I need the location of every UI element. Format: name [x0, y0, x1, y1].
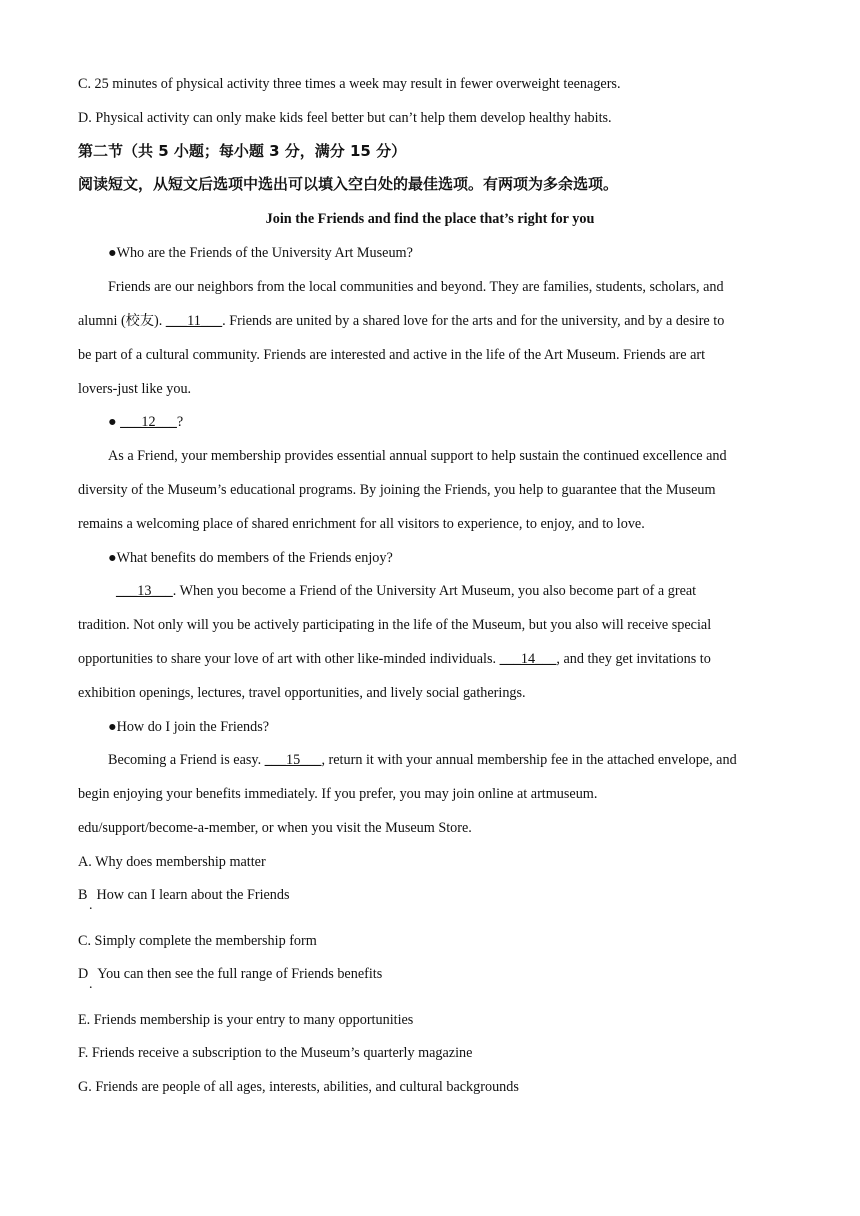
paragraph-4-line-2: begin enjoying your benefits immediately. If you prefer, you may join online at artmuseum. [78, 786, 598, 802]
prev-option-c: C. 25 minutes of physical activity three times a week may result in fewer overweight teenagers. [78, 76, 621, 92]
paragraph-4-line-1 [108, 751, 737, 769]
option-g: G. Friends are people of all ages, interests, abilities, and cultural backgrounds [78, 1079, 519, 1095]
question-heading-4: ●How do I join the Friends? [108, 719, 270, 735]
option-a: A. Why does membership matter [78, 854, 266, 870]
option-text: You can then see the full range of Friends benefits [97, 966, 383, 982]
blank-13: ___13___ [116, 583, 173, 599]
paragraph-3-line-2: tradition. Not only will you be actively participating in the life of the Museum, but you also will receive special [78, 617, 712, 633]
text-segment: , and they get invitations to [556, 651, 711, 667]
option-letter: D [78, 966, 89, 982]
blank-14: ___14___ [499, 651, 557, 667]
section-instruction: 阅读短文，从短文后选项中选出可以填入空白处的最佳选项。有两项为多余选项。 [78, 175, 619, 193]
blank-12: ___12___ [120, 414, 177, 430]
text-segment: alumni (校友). [78, 313, 166, 329]
blank-11: ___11___ [165, 313, 223, 329]
option-f: F. Friends receive a subscription to the Museum’s quarterly magazine [78, 1045, 473, 1061]
paragraph-2-line-2: diversity of the Museum’s educational programs. By joining the Friends, you help to guarantee that the Museum [78, 482, 716, 498]
blank-15: ___15___ [264, 752, 322, 768]
text-segment: opportunities to share your love of art with other like-minded individuals. [78, 651, 500, 667]
paragraph-2-line-1: As a Friend, your membership provides essential annual support to help sustain the continued excellence and [108, 448, 727, 464]
text-segment: . When you become a Friend of the University Art Museum, you also become part of a great [172, 583, 697, 599]
option-d [78, 965, 382, 983]
passage-title: Join the Friends and find the place that’s right for you [265, 211, 595, 227]
text-segment: ? [176, 414, 184, 430]
option-e: E. Friends membership is your entry to many opportunities [78, 1012, 414, 1028]
paragraph-3-line-4: exhibition openings, lectures, travel opportunities, and lively social gatherings. [78, 685, 526, 701]
paragraph-3-line-3 [78, 650, 711, 668]
option-b [78, 886, 290, 904]
paragraph-2-line-3: remains a welcoming place of shared enrichment for all visitors to experience, to enjoy, and to love. [78, 516, 645, 532]
text-segment: . Friends are united by a shared love for the arts and for the university, and by a desire to [222, 313, 725, 329]
text-segment: , return it with your annual membership fee in the attached envelope, and [321, 752, 737, 768]
option-text: How can I learn about the Friends [96, 887, 290, 903]
prev-option-d: D. Physical activity can only make kids feel better but can’t help them develop healthy habits. [78, 110, 612, 126]
question-heading-3: ●What benefits do members of the Friends enjoy? [108, 550, 393, 566]
paragraph-3-line-1 [116, 582, 696, 600]
section-heading: 第二节（共 5 小题；每小题 3 分，满分 15 分） [78, 142, 407, 160]
paragraph-1-line-4: lovers-just like you. [78, 381, 192, 397]
bullet: ● [108, 414, 121, 430]
period-mark: . [89, 977, 93, 992]
paragraph-1-line-2 [78, 312, 724, 330]
period-mark: . [89, 898, 93, 913]
paragraph-1-line-1: Friends are our neighbors from the local communities and beyond. They are families, students, scholars, and [108, 279, 724, 295]
text-segment: Becoming a Friend is easy. [108, 752, 265, 768]
paragraph-4-line-3: edu/support/become-a-member, or when you visit the Museum Store. [78, 820, 472, 836]
option-c: C. Simply complete the membership form [78, 933, 317, 949]
option-letter: B [78, 887, 88, 903]
paragraph-1-line-3: be part of a cultural community. Friends are interested and active in the life of the Art Museum. Friends are art [78, 347, 706, 363]
question-heading-1: ●Who are the Friends of the University Art Museum? [108, 245, 413, 261]
question-heading-2 [108, 413, 183, 431]
